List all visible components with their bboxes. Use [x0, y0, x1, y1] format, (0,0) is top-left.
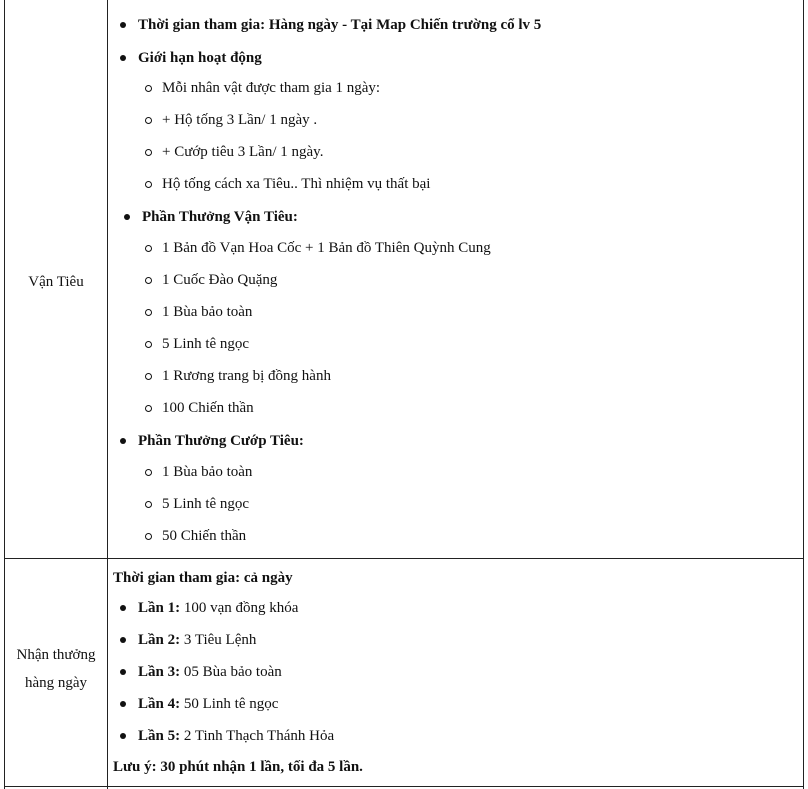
list-item: 100 Chiến thần [162, 400, 254, 416]
list-item: 1 Bản đồ Vạn Hoa Cốc + 1 Bản đồ Thiên Quỳnh Cung [162, 240, 491, 256]
item-value: 100 vạn đồng khóa [183, 600, 299, 616]
list-item: 1 Rương trang bị đồng hành [162, 368, 331, 384]
row-label-van-tieu: Vận Tiêu [28, 274, 84, 290]
row-label-daily-line2: hàng ngày [24, 675, 88, 691]
item-value: 50 Linh tê ngọc [183, 696, 279, 712]
list-item: 1 Cuốc Đào Quặng [162, 272, 278, 288]
item-key: Lần 2: [138, 632, 181, 648]
list-item: 1 Bùa bảo toàn [162, 304, 253, 320]
item-value: 05 Bùa bảo toàn [183, 664, 282, 680]
list-item: + Hộ tống 3 Lần/ 1 ngày . [162, 112, 318, 128]
list-item: Hộ tống cách xa Tiêu.. Thì nhiệm vụ thất bại [162, 176, 431, 192]
daily-time-info: Thời gian tham gia: cả ngày [113, 570, 293, 586]
time-info: Thời gian tham gia: Hàng ngày - Tại Map Chiến trường cổ lv 5 [138, 17, 542, 33]
limit-heading: Giới hạn hoạt động [138, 50, 262, 66]
item-value: 2 Tinh Thạch Thánh Hỏa [183, 728, 335, 744]
reward-escort-heading: Phần Thưởng Vận Tiêu: [142, 209, 298, 225]
row-divider-bottom [4, 786, 804, 787]
row-divider [4, 558, 804, 559]
list-item [138, 662, 282, 682]
list-item [138, 694, 278, 714]
list-item: 5 Linh tê ngọc [162, 336, 250, 352]
item-key: Lần 5: [138, 728, 181, 744]
item-key: Lần 3: [138, 664, 181, 680]
reward-rob-heading: Phần Thưởng Cướp Tiêu: [138, 433, 304, 449]
column-divider [107, 0, 108, 789]
list-item [138, 630, 256, 650]
item-value: 3 Tiêu Lệnh [183, 632, 257, 648]
daily-note: Lưu ý: 30 phút nhận 1 lần, tối đa 5 lần. [113, 759, 363, 775]
list-item: 50 Chiến thần [162, 528, 247, 544]
item-key: Lần 1: [138, 600, 181, 616]
list-item [138, 726, 334, 746]
list-item: + Cướp tiêu 3 Lần/ 1 ngày. [162, 144, 324, 160]
row-label-daily-line1: Nhận thưởng [16, 647, 96, 663]
list-item [138, 598, 298, 618]
item-key: Lần 4: [138, 696, 181, 712]
list-item: Mỗi nhân vật được tham gia 1 ngày: [162, 80, 381, 96]
list-item: 1 Bùa bảo toàn [162, 464, 253, 480]
list-item: 5 Linh tê ngọc [162, 496, 250, 512]
